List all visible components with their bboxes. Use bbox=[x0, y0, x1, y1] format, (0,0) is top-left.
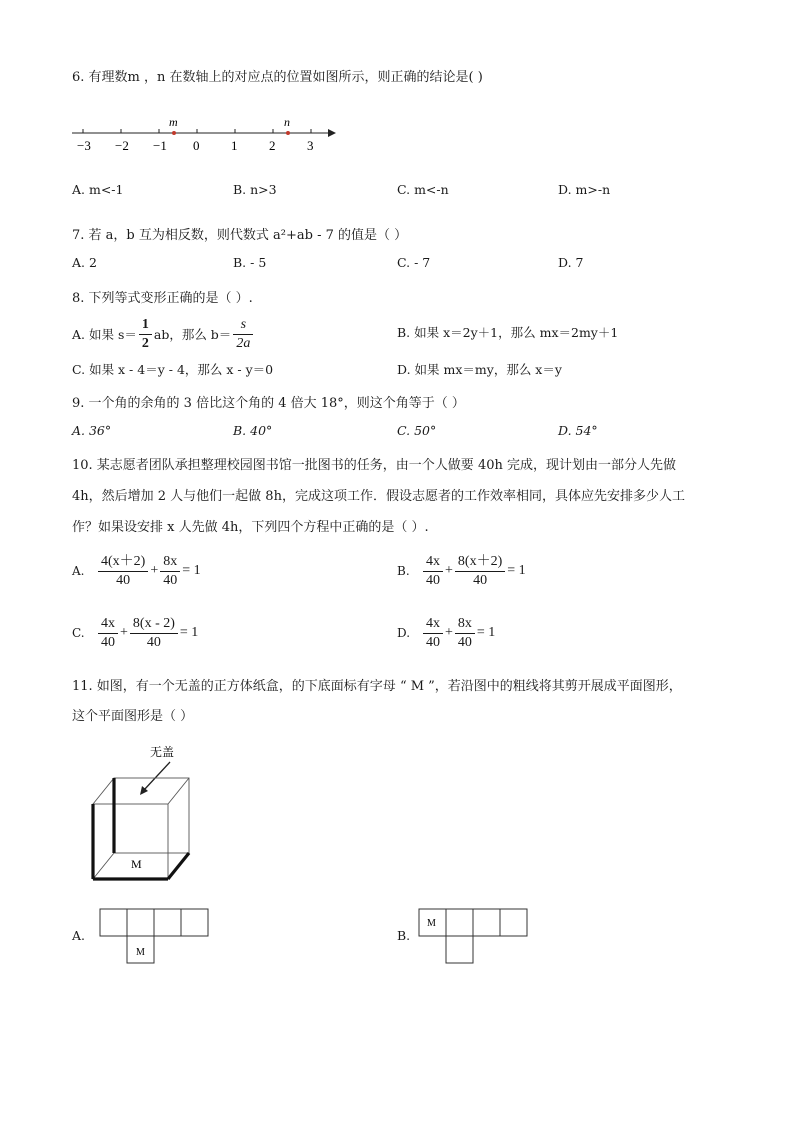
fraction-numerator: 4(x＋2) bbox=[98, 553, 148, 572]
q11-line-1: 11. 如图，有一个无盖的正方体纸盒，的下底面标有字母 “ M ”，若沿图中的粗线将其剪开展成平面图形， bbox=[72, 679, 682, 694]
q10-line-1: 10. 某志愿者团队承担整理校园图书馆一批图书的任务，由一个人做要 40h 完成，现计划由一部分人先做 bbox=[72, 458, 676, 473]
q11-option-b-net bbox=[418, 908, 532, 966]
equation-rhs: = 1 bbox=[182, 563, 201, 578]
fraction-numerator: 8(x - 2) bbox=[130, 615, 178, 634]
q9-option-d: D. 54° bbox=[558, 423, 598, 438]
equation-rhs: = 1 bbox=[507, 563, 526, 578]
tick-label: −3 bbox=[77, 138, 91, 153]
q8-option-d: D. 如果 mx＝my，那么 x＝y bbox=[397, 362, 562, 377]
tick-label: 3 bbox=[307, 138, 314, 153]
q11-option-a-net bbox=[99, 908, 213, 966]
q10-option-b bbox=[397, 550, 526, 592]
point-n bbox=[286, 131, 290, 135]
point-m-label: m bbox=[169, 115, 178, 129]
equation-rhs: = 1 bbox=[179, 625, 199, 640]
fraction-denominator: 40 bbox=[116, 572, 131, 588]
q6-option-c: C. m<-n bbox=[397, 182, 449, 197]
fraction-numerator: s bbox=[233, 316, 253, 335]
q6-stem: 6. 有理数m ，n 在数轴上的对应点的位置如图所示，则正确的结论是( ) bbox=[72, 70, 483, 85]
fraction-denominator: 40 bbox=[426, 572, 440, 588]
number-line bbox=[66, 112, 346, 158]
q9-option-b: B. 40° bbox=[233, 423, 273, 438]
q10-line-2: 4h，然后增加 2 人与他们一起做 8h，完成这项工作．假设志愿者的工作效率相同，具体应先安排多少人工 bbox=[72, 489, 685, 504]
q6-option-a: A. m<-1 bbox=[72, 182, 124, 197]
q7-option-d: D. 7 bbox=[558, 255, 584, 270]
fraction-numerator: 8x bbox=[455, 615, 475, 634]
plus-sign: + bbox=[445, 625, 453, 640]
q8-option-a bbox=[72, 314, 255, 354]
fraction bbox=[423, 615, 443, 652]
cut-line bbox=[168, 853, 189, 879]
caption-arrow-icon bbox=[144, 762, 170, 790]
point-n-label: n bbox=[284, 115, 290, 129]
plus-sign: + bbox=[120, 625, 128, 640]
q10-option-c bbox=[72, 612, 198, 654]
fraction bbox=[98, 553, 148, 590]
q8-stem: 8. 下列等式变形正确的是（ ）. bbox=[72, 291, 253, 306]
tick-label: 1 bbox=[231, 138, 238, 153]
fraction bbox=[423, 553, 443, 590]
fraction-numerator: 4x bbox=[423, 553, 443, 572]
q10-line-3: 作？如果设安排 x 人先做 4h，下列四个方程中正确的是（ ）. bbox=[72, 520, 429, 535]
q9-option-c: C. 50° bbox=[397, 423, 437, 438]
q11-option-a-label: A. bbox=[72, 928, 86, 943]
q11-line-2: 这个平面图形是（ ） bbox=[72, 709, 194, 724]
q7-option-c: C. - 7 bbox=[397, 255, 431, 270]
q10-option-a bbox=[72, 550, 201, 592]
cube-letter-m: M bbox=[131, 857, 142, 871]
q7-stem: 7. 若 a，b 互为相反数，则代数式 a²+ab - 7 的值是（ ） bbox=[72, 228, 408, 243]
q9-stem: 9. 一个角的余角的 3 倍比这个角的 4 倍大 18°，则这个角等于（ ） bbox=[72, 396, 465, 411]
plus-sign: + bbox=[445, 563, 453, 578]
option-label: C. bbox=[72, 626, 85, 640]
option-label: D. bbox=[397, 626, 411, 640]
fraction bbox=[130, 615, 178, 652]
fraction-denominator: 40 bbox=[473, 572, 488, 588]
option-label: B. bbox=[397, 564, 410, 578]
fraction-denominator: 40 bbox=[426, 634, 440, 650]
fraction-s-over-2a bbox=[233, 316, 253, 353]
fraction-denominator: 40 bbox=[146, 634, 161, 650]
tick-label: 2 bbox=[269, 138, 276, 153]
tick-label: −1 bbox=[153, 138, 167, 153]
fraction-denominator: 2 bbox=[141, 335, 149, 351]
q8-option-a-prefix: A. 如果 s＝ bbox=[72, 327, 137, 342]
fraction-numerator: 1 bbox=[139, 316, 152, 335]
q6-option-b: B. n>3 bbox=[233, 182, 277, 197]
fraction-denominator: 40 bbox=[101, 634, 115, 650]
net-letter-m: M bbox=[427, 918, 436, 929]
plus-sign: + bbox=[150, 563, 159, 578]
q6-option-d: D. m>-n bbox=[558, 182, 611, 197]
tick-label: −2 bbox=[115, 138, 129, 153]
cube-caption: 无盖 bbox=[150, 745, 175, 759]
q11-option-b-label: B. bbox=[397, 928, 411, 943]
q8-option-a-mid: ab，那么 b＝ bbox=[153, 327, 232, 342]
equation-rhs: = 1 bbox=[476, 625, 496, 640]
fraction bbox=[455, 615, 475, 652]
fraction-denominator: 40 bbox=[457, 634, 472, 650]
net-letter-m: M bbox=[136, 947, 145, 958]
fraction-denominator: 2a bbox=[236, 335, 251, 351]
fraction-half bbox=[139, 316, 152, 353]
q8-option-b: B. 如果 x＝2y＋1，那么 mx＝2my＋1 bbox=[397, 325, 619, 340]
fraction bbox=[455, 553, 505, 590]
q9-option-a: A. 36° bbox=[72, 423, 112, 438]
point-m bbox=[172, 131, 176, 135]
fraction-numerator: 4x bbox=[98, 615, 118, 634]
fraction bbox=[98, 615, 118, 652]
fraction-numerator: 4x bbox=[423, 615, 443, 634]
fraction-numerator: 8x bbox=[160, 553, 180, 572]
fraction-denominator: 40 bbox=[163, 572, 178, 588]
q7-option-b: B. - 5 bbox=[233, 255, 267, 270]
option-label: A. bbox=[72, 564, 85, 578]
q8-option-c: C. 如果 x - 4＝y - 4，那么 x - y＝0 bbox=[72, 362, 274, 377]
q7-option-a: A. 2 bbox=[72, 255, 97, 270]
q10-option-d bbox=[397, 612, 495, 654]
fraction bbox=[160, 553, 180, 590]
open-cube-figure bbox=[84, 740, 204, 885]
cube-back-face bbox=[114, 778, 189, 853]
tick-label: 0 bbox=[193, 138, 200, 153]
fraction-numerator: 8(x＋2) bbox=[455, 553, 505, 572]
